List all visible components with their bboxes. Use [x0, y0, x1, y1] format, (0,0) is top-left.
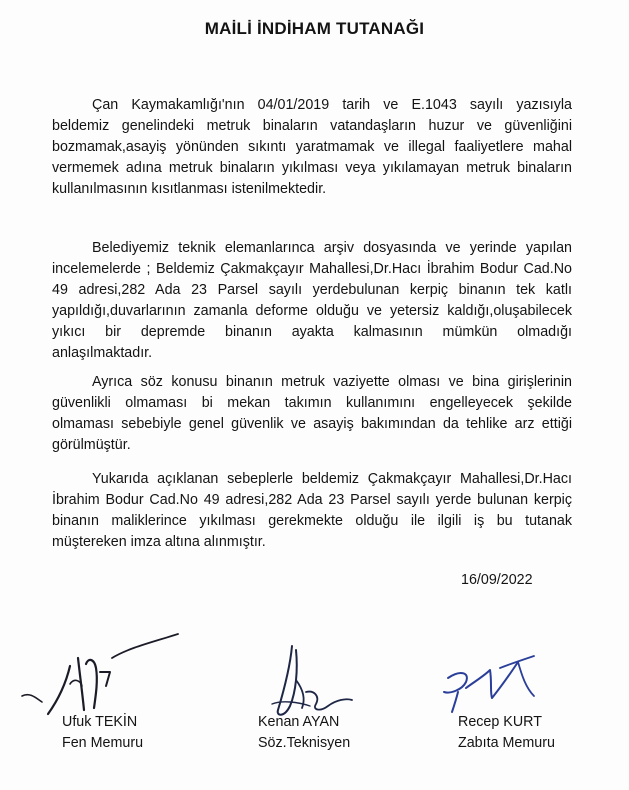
signatory-name: Ufuk TEKİN: [62, 714, 138, 730]
paragraph-line: incelemelerde ; Beldemiz Çakmakçayır Mahallesi,Dr.Hacı İbrahim Bodur Cad.No: [52, 261, 572, 277]
paragraph-line: güvenlikli olmaması bi mekan takımın kullanımını engelleyecek şekilde: [52, 395, 572, 411]
signature-ufuk-tekin: [8, 628, 188, 723]
paragraph-line: olmaması sebebiyle genel güvenlik ve asayiş bakımından da tehlike arz ettiği: [52, 416, 572, 432]
document-title: MAİLİ İNDİHAM TUTANAĞI: [204, 19, 425, 38]
paragraph-line: binanın maliklerince yıkılması gerekmekte olduğu ile ilgili iş bu tutanak: [52, 513, 572, 529]
paragraph-4: [52, 469, 572, 553]
signatory-2: [258, 712, 350, 754]
paragraph-line: vermemek adına metruk binaların yıkılması veya yıkılamayan metruk binaların: [52, 160, 572, 176]
signature-kenan-ayan: [250, 640, 360, 720]
paragraph-3: [52, 372, 572, 456]
paragraph-line: Ayrıca söz konusu binanın metruk vaziyette olması ve bina girişlerinin: [92, 374, 572, 390]
paragraph-line: müştereken imza altına alınmıştır.: [52, 534, 266, 550]
signatory-3: [458, 712, 555, 754]
signatory-1: [62, 712, 143, 754]
paragraph-line: yıkıcı bir depremde binanın ayakta kalmasının mümkün olmadığı: [52, 324, 572, 340]
signatory-role: Söz.Teknisyen: [258, 735, 351, 751]
paragraph-line: anlaşılmaktadır.: [52, 345, 153, 361]
paragraph-line: beldemiz genelindeki metruk binaların vatandaşların huzur ve güvenliğini: [52, 118, 572, 134]
signatory-role: Zabıta Memuru: [458, 735, 555, 751]
signatory-name: Recep KURT: [458, 714, 542, 730]
signature-recep-kurt: [430, 648, 560, 718]
paragraph-line: 49 adresi,282 Ada 23 Parsel sayılı yerdebulunan kerpiç binanın tek katlı: [52, 282, 572, 298]
paragraph-line: Belediyemiz teknik elemanlarınca arşiv dosyasında ve yerinde yapılan: [92, 240, 572, 256]
paragraph-line: görülmüştür.: [52, 437, 131, 453]
paragraph-1: [52, 95, 572, 200]
paragraph-line: kullanılmasının kısıtlanması istenilmektedir.: [52, 181, 327, 197]
paragraph-line: Yukarıda açıklanan sebeplerle beldemiz Çakmakçayır Mahallesi,Dr.Hacı: [92, 471, 572, 487]
paragraph-line: Çan Kaymakamlığı'nın 04/01/2019 tarih ve E.1043 sayılı yazısıyla: [92, 97, 572, 113]
signatory-name: Kenan AYAN: [258, 714, 340, 730]
paragraph-line: bozmamak,asayiş yönünden sıkıntı yaratmamak ve illegal faaliyetlere mahal: [52, 139, 572, 155]
paragraph-line: İbrahim Bodur Cad.No 49 adresi,282 Ada 23 Parsel sayılı yerde bulunan kerpiç: [52, 492, 572, 508]
paragraph-line: yapıldığı,duvarlarının zamanla deforme olduğu ve yetersiz kaldığı,oluşabilecek: [52, 303, 572, 319]
paragraph-2: [52, 238, 572, 364]
document-date: 16/09/2022: [461, 572, 533, 588]
signatory-role: Fen Memuru: [62, 735, 144, 751]
